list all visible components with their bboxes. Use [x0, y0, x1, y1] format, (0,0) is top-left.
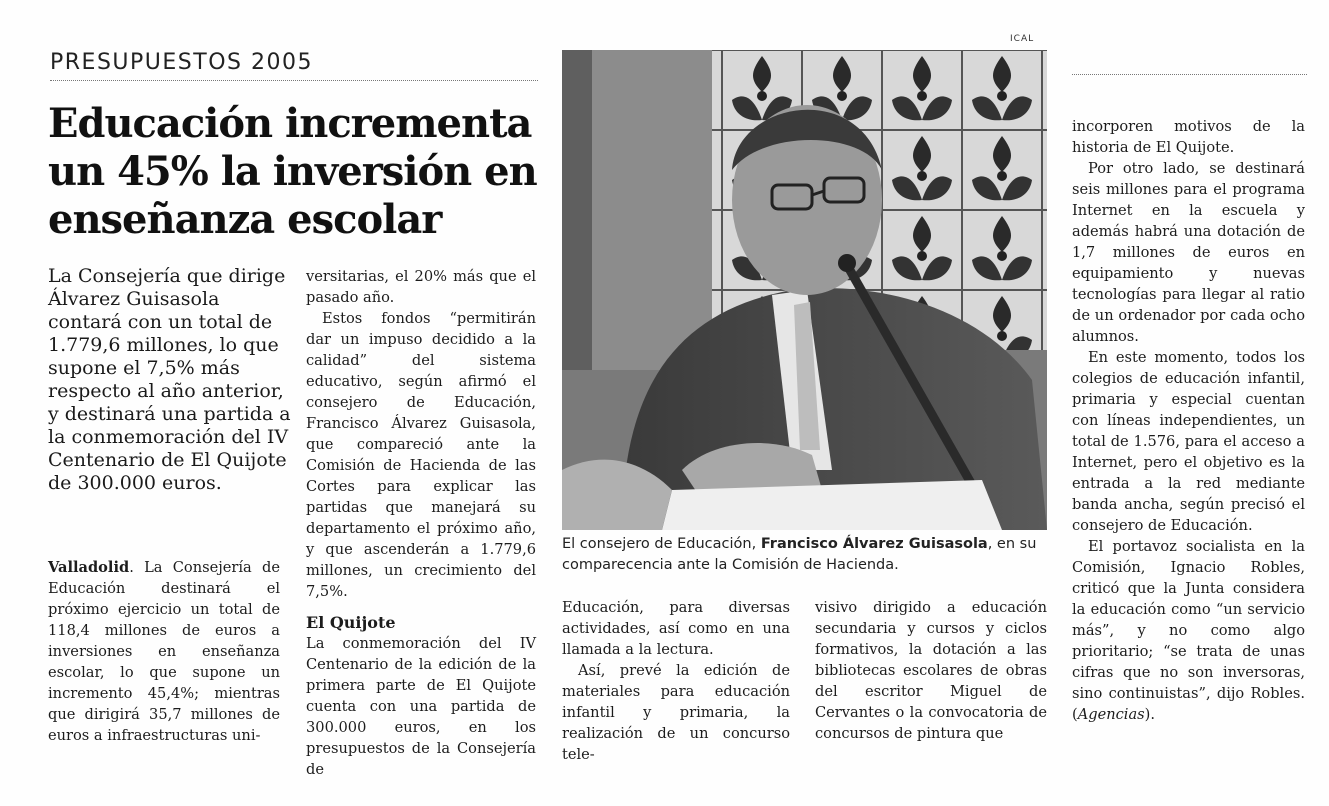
column-5-paragraph-1: incorporen motivos de la historia de El Quijote. — [1072, 118, 1305, 156]
caption-prefix: El consejero de Educación, — [562, 536, 761, 552]
column-2-paragraph-3: La conmemoración del IV Centenario de la edición de la primera parte de El Quijote cuenta con una partida de 300.000 euros, en los presupuestos de la Consejería de — [306, 635, 536, 778]
right-column-rule — [1072, 74, 1307, 75]
lead-paragraph: La Consejería que dirige Álvarez Guisasola contará con un total de 1.779,6 millones, lo que supone el 7,5% más respecto al año anterior, y destinará una partida a la conmemoración del IV Centenario de El Quijote de 300.000 euros. — [48, 265, 291, 494]
section-rule — [50, 80, 538, 81]
column-5-paragraph-4-end: ). — [1144, 706, 1155, 723]
column-1 — [48, 557, 280, 746]
column-5-paragraph-4-text: El portavoz socialista en la Comisión, Ignacio Robles, criticó que la Junta considera la educación como “un servicio más”, y no como algo prioritario; “se trata de unas cifras que no son inversoras, sino continuistas”, dijo Robles. ( — [1072, 538, 1305, 723]
column-2 — [306, 266, 536, 780]
caption-suffix: , en su comparecencia ante la Comisión de Hacienda. — [562, 536, 1037, 573]
dateline: Valladolid — [48, 559, 130, 576]
column-5-paragraph-2: Por otro lado, se destinará seis millones para el programa Internet en la escuela y además habrá una dotación de 1,7 millones de euros en equipamiento y nuevas tecnologías para llegar al ratio de un ordenador por cada ocho alumnos. — [1072, 160, 1305, 345]
column-5-paragraph-4 — [1072, 536, 1305, 725]
photo-credit: ICAL — [1010, 34, 1035, 44]
column-4-paragraph-1: visivo dirigido a educación secundaria y cursos y ciclos formativos, la dotación a las bibliotecas escolares de obras del escritor Miguel de Cervantes o la convocatoria de concursos de pintura que — [815, 599, 1047, 742]
column-5-paragraph-3: En este momento, todos los colegios de educación infantil, primaria y especial cuentan con líneas independientes, un total de 1.576, para el acceso a Internet, pero el objetivo es la entrada a la red mediante banda ancha, según precisó el consejero de Educación. — [1072, 349, 1305, 534]
column-3-paragraph-2: Así, prevé la edición de materiales para educación infantil y primaria, la realización de un concurso tele- — [562, 662, 790, 763]
column-2-paragraph-2: Estos fondos “permitirán dar un impuso decidido a la calidad” del sistema educativo, según afirmó el consejero de Educación, Francisco Álvarez Guisasola, que compareció ante la Comisión de Hacienda de las Cortes para explicar las partidas que manejará su departamento el próximo año, y que ascenderán a 1.779,6 millones, un crecimiento del 7,5%. — [306, 310, 536, 600]
section-label: PRESUPUESTOS 2005 — [50, 50, 313, 75]
consejero-photo — [562, 50, 1047, 530]
column-2-paragraph-1: versitarias, el 20% más que el pasado año. — [306, 268, 536, 306]
column-3 — [562, 597, 790, 765]
column-3-paragraph-1: Educación, para diversas actividades, así como en una llamada a la lectura. — [562, 599, 790, 658]
subhead-quijote: El Quijote — [306, 613, 396, 632]
column-1-body: . La Consejería de Educación destinará el próximo ejercicio un total de 118,4 millones de euros a inversiones en enseñanza escolar, lo que supone un incremento 45,4%; mientras que dirigirá 35,7 millones de euros a infraestructuras uni- — [48, 559, 280, 744]
headline: Educación incrementa un 45% la inversión en enseñanza escolar — [48, 100, 537, 243]
photo-illustration — [562, 50, 1047, 530]
caption-name: Francisco Álvarez Guisasola — [760, 536, 988, 552]
column-4 — [815, 597, 1047, 744]
agency-credit: Agencias — [1077, 706, 1145, 723]
column-5 — [1072, 116, 1305, 725]
photo-caption — [562, 534, 1050, 576]
